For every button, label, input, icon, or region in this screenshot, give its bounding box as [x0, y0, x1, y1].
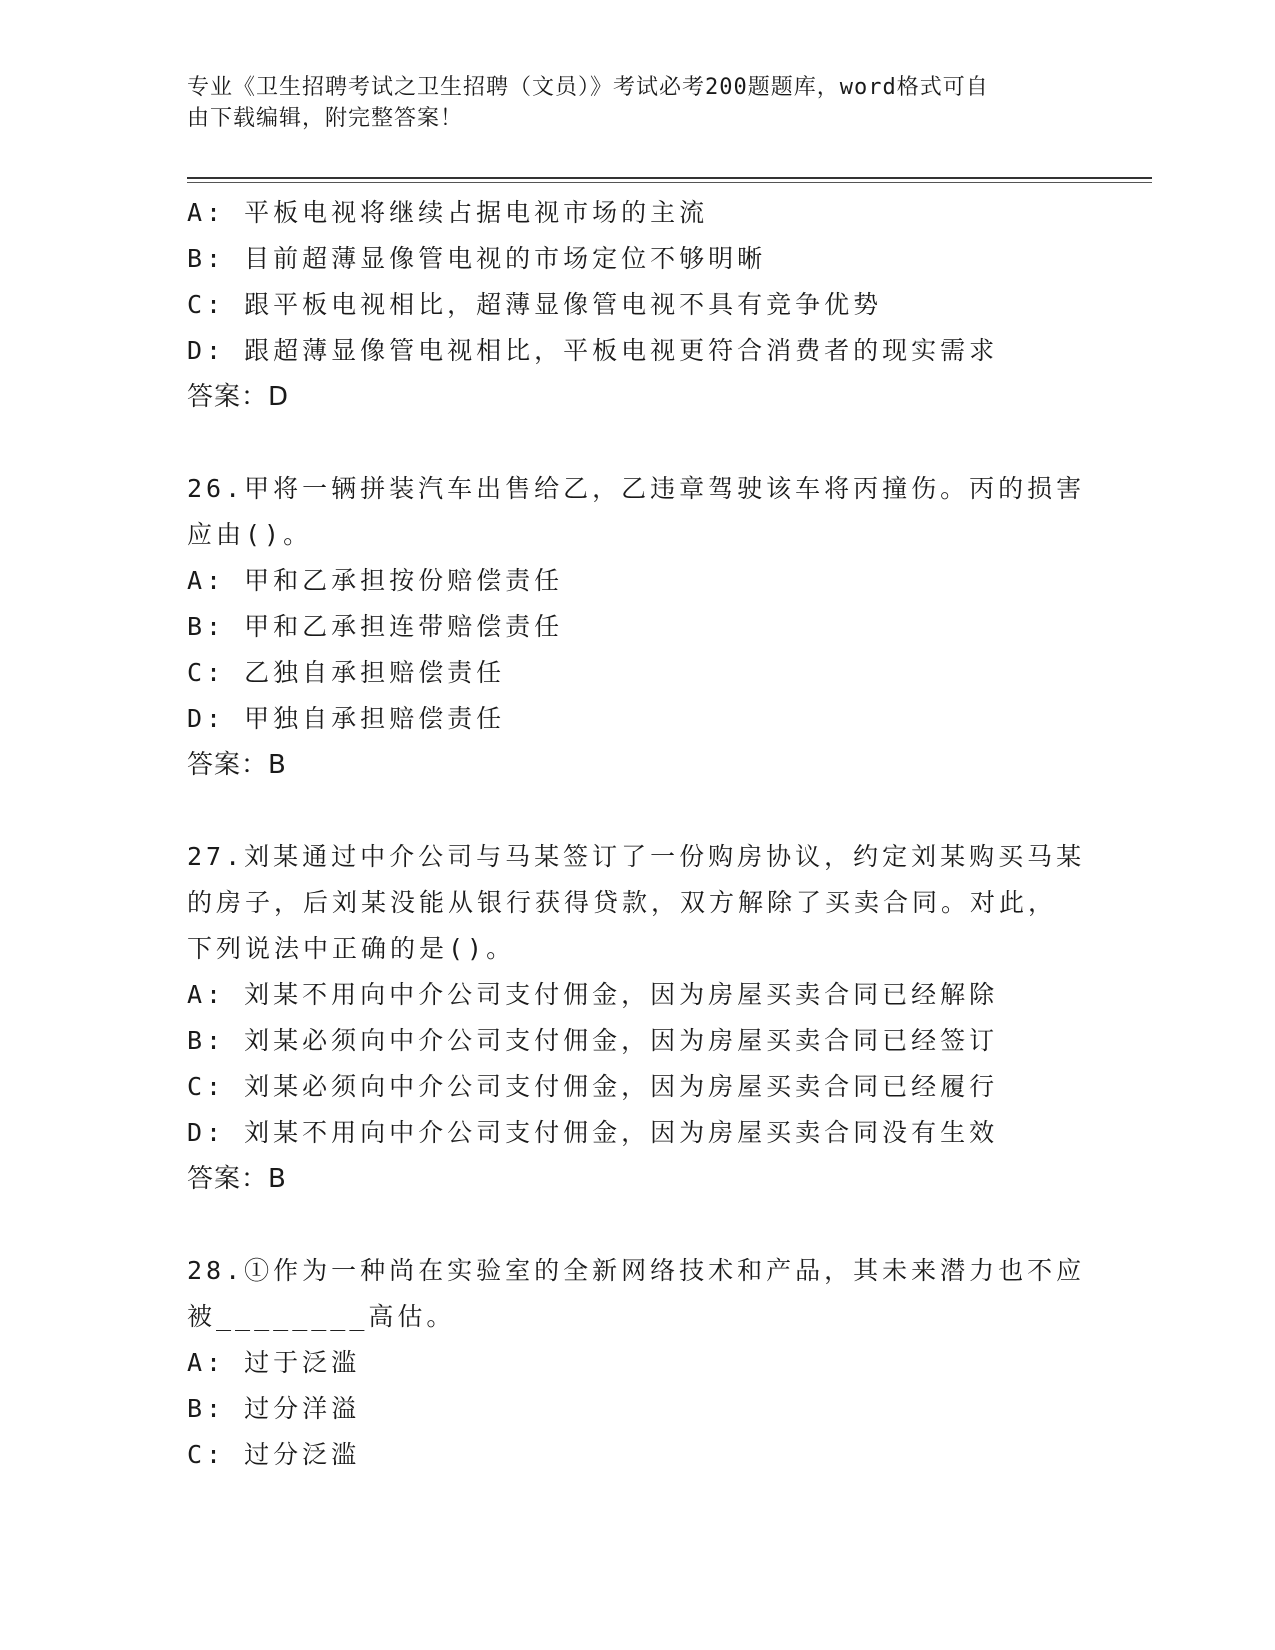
- question-stem-line: 28.①作为一种尚在实验室的全新网络技术和产品，其未来潜力也不应: [187, 1256, 1086, 1285]
- answer: 答案：D: [187, 382, 290, 412]
- option-d: D: 甲独自承担赔偿责任: [187, 704, 506, 733]
- option-a: A: 平板电视将继续占据电视市场的主流: [187, 198, 709, 227]
- question-list: [187, 190, 1087, 1478]
- option-c: C: 刘某必须向中介公司支付佣金，因为房屋买卖合同已经履行: [187, 1072, 999, 1101]
- option-c: C: 乙独自承担赔偿责任: [187, 658, 506, 687]
- header-divider-thin: [187, 182, 1152, 183]
- question-stem-line: 27.刘某通过中介公司与马某签订了一份购房协议，约定刘某购买马某: [187, 842, 1086, 871]
- spacer: [187, 788, 1087, 834]
- option-c: C: 过分泛滥: [187, 1440, 361, 1469]
- spacer: [187, 420, 1087, 466]
- document-header: [187, 72, 1067, 134]
- option-b: B: 刘某必须向中介公司支付佣金，因为房屋买卖合同已经签订: [187, 1026, 999, 1055]
- question-28: [187, 1248, 1087, 1478]
- question-stem-line: 应由()。: [187, 520, 313, 549]
- header-line-2: 由下载编辑，附完整答案！: [187, 106, 464, 131]
- option-d: D: 跟超薄显像管电视相比，平板电视更符合消费者的现实需求: [187, 336, 999, 365]
- option-b: B: 目前超薄显像管电视的市场定位不够明晰: [187, 244, 767, 273]
- option-a: A: 过于泛滥: [187, 1348, 361, 1377]
- option-b: B: 过分洋溢: [187, 1394, 361, 1423]
- question-25: [187, 190, 1087, 420]
- option-a: A: 刘某不用向中介公司支付佣金，因为房屋买卖合同已经解除: [187, 980, 999, 1009]
- question-stem-line: 下列说法中正确的是()。: [187, 934, 516, 963]
- answer: 答案：B: [187, 750, 287, 780]
- question-stem-line: 被________高估。: [187, 1302, 456, 1331]
- question-27: [187, 834, 1087, 1202]
- header-divider-thick: [187, 177, 1152, 179]
- question-26: [187, 466, 1087, 788]
- header-line-1: 专业《卫生招聘考试之卫生招聘（文员）》考试必考200题题库，word格式可自: [187, 75, 989, 100]
- option-b: B: 甲和乙承担连带赔偿责任: [187, 612, 564, 641]
- option-a: A: 甲和乙承担按份赔偿责任: [187, 566, 564, 595]
- answer: 答案：B: [187, 1164, 287, 1194]
- option-c: C: 跟平板电视相比，超薄显像管电视不具有竞争优势: [187, 290, 883, 319]
- spacer: [187, 1202, 1087, 1248]
- question-stem-line: 的房子，后刘某没能从银行获得贷款，双方解除了买卖合同。对此，: [187, 888, 1058, 917]
- question-stem-line: 26.甲将一辆拼装汽车出售给乙，乙违章驾驶该车将丙撞伤。丙的损害: [187, 474, 1086, 503]
- option-d: D: 刘某不用向中介公司支付佣金，因为房屋买卖合同没有生效: [187, 1118, 999, 1147]
